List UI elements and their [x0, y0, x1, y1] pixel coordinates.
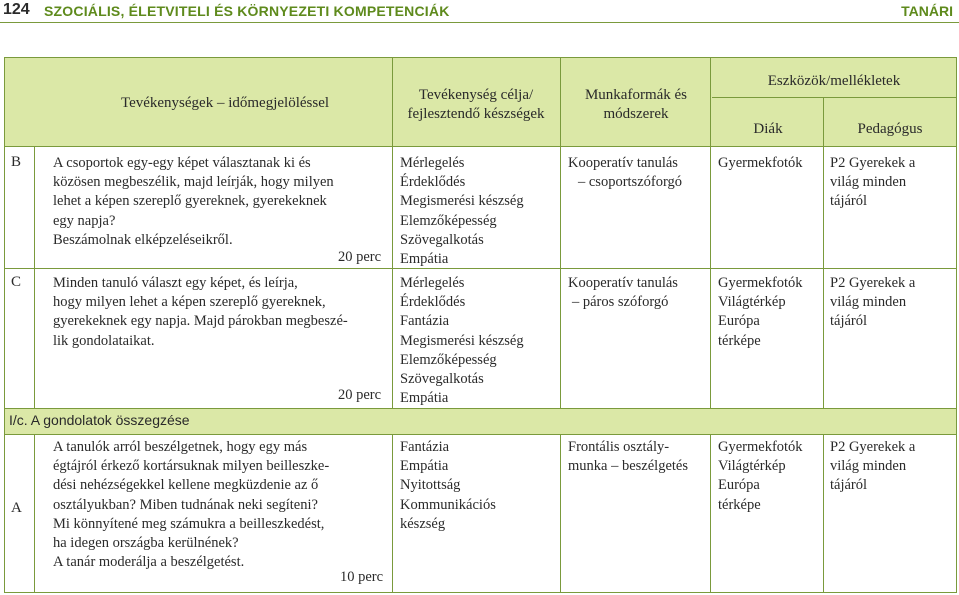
skill-item: Érdeklődés: [400, 174, 466, 191]
student-tool: Világtérkép: [718, 294, 786, 311]
table-top-border: [4, 57, 956, 58]
row-a-activity-line: égtájról érkező kortársuknak milyen beilleszke-: [53, 458, 330, 475]
audience-label: TANÁRI: [901, 3, 953, 19]
teacher-tool: világ minden: [830, 294, 907, 311]
column-header-goal-line-1: Tevékenység célja/: [418, 87, 534, 103]
skill-item: Empátia: [400, 390, 449, 407]
row-b-activity-line: egy napja?: [53, 212, 116, 229]
teacher-tool: P2 Gyerekek a: [830, 439, 916, 455]
student-tool: Gyermekfotók: [718, 439, 803, 455]
student-tool: Európa: [718, 477, 760, 494]
row-b-activity-line: A csoportok egy-egy képet választanak ki és: [53, 155, 311, 171]
method-line: Kooperatív tanulás: [568, 275, 678, 291]
table-right-border: [956, 57, 957, 593]
skill-item: Kommunikációs: [400, 496, 496, 513]
row-b-student-tools: [718, 154, 803, 173]
skill-item: készség: [400, 515, 446, 532]
row-a-student-tools: [718, 438, 803, 515]
row-label-c: C: [11, 274, 22, 290]
column-header-student: Diák: [753, 121, 783, 137]
chapter-title: SZOCIÁLIS, ÉLETVITELI ÉS KÖRNYEZETI KOMPETENCIÁK: [44, 3, 450, 19]
teacher-tool: tájáról: [830, 477, 868, 494]
student-tool: Gyermekfotók: [718, 275, 803, 291]
row-a-activity-line: A tanár moderálja a beszélgetést.: [53, 554, 245, 571]
column-header-activities: Tevékenységek – időmegjelöléssel: [120, 95, 330, 111]
row-c-skills: [400, 274, 524, 408]
skill-item: Szövegalkotás: [400, 371, 484, 388]
method-line: Frontális osztály-: [568, 439, 670, 455]
row-c-teacher-tools: [830, 274, 915, 332]
row-b-skills: [400, 154, 524, 269]
skill-item: Érdeklődés: [400, 294, 466, 311]
tools-subheader-divider: [712, 97, 956, 98]
row-a-teacher-tools: [830, 438, 915, 496]
row-label-a: A: [11, 500, 22, 516]
methods-column-divider-section: [710, 434, 711, 592]
row-a-methods: [568, 438, 688, 476]
row-a-skills: [400, 438, 496, 534]
row-b-teacher-tools: [830, 154, 915, 212]
row-a-activity-line: osztályukban? Miben tudnának neki segíteni?: [53, 496, 318, 513]
skill-item: Empátia: [400, 251, 449, 268]
teacher-tool: P2 Gyerekek a: [830, 155, 916, 171]
page-number: 124: [3, 1, 30, 18]
skill-item: Elemzőképesség: [400, 212, 497, 229]
teacher-tool: P2 Gyerekek a: [830, 275, 916, 291]
column-header-methods-line-2: módszerek: [603, 106, 669, 122]
student-tool: térképe: [718, 332, 761, 349]
row-b-activity-line: lehet a képen szereplő gyereknek, gyerekeknek: [53, 193, 327, 210]
label-column-divider: [34, 146, 35, 408]
activity-column-divider-section: [392, 434, 393, 592]
skill-item: Mérlegelés: [400, 275, 465, 291]
row-c-time: 20 perc: [338, 387, 382, 403]
row-a-activity-line: dési nehézségekkel kellene megküzdenie az ő: [53, 477, 319, 494]
teacher-tool: tájáról: [830, 193, 868, 210]
row-c-activity-line: hogy milyen lehet a képen szereplő gyereknek,: [53, 294, 326, 311]
student-column-divider: [823, 97, 824, 408]
teacher-tool: tájáról: [830, 313, 868, 330]
row-b-activity-line: Beszámolnak elképzeléseikről.: [53, 231, 233, 248]
student-tool: Európa: [718, 313, 760, 330]
skill-item: Mérlegelés: [400, 155, 465, 171]
row-a-activity-line: ha idegen országba kerülnének?: [53, 535, 239, 552]
row-a-activity: [53, 438, 329, 572]
skill-item: Fantázia: [400, 439, 450, 455]
teacher-tool: világ minden: [830, 174, 907, 191]
goal-column-divider: [560, 57, 561, 408]
table-bottom-border: [4, 592, 956, 593]
row-c-activity: [53, 274, 348, 351]
skill-item: Empátia: [400, 458, 449, 475]
row-a-time: 10 perc: [340, 569, 384, 585]
row-c-activity-line: lik gondolataikat.: [53, 332, 155, 349]
row-c-activity-line: Minden tanuló választ egy képet, és leírja,: [53, 275, 298, 291]
skill-item: Fantázia: [400, 313, 450, 330]
column-header-goal-line-2: fejlesztendő készségek: [407, 106, 545, 122]
table-left-border: [4, 57, 5, 593]
goal-column-divider-section: [560, 434, 561, 592]
row-b-activity: [53, 154, 334, 250]
skill-item: Szövegalkotás: [400, 231, 484, 248]
page-header: [0, 0, 959, 23]
row-c-activity-line: gyerekeknek egy napja. Majd párokban megbeszé-: [53, 313, 348, 330]
column-header-methods: [562, 86, 710, 124]
teacher-tool: világ minden: [830, 458, 907, 475]
student-tool: Világtérkép: [718, 458, 786, 475]
method-line: Kooperatív tanulás: [568, 155, 678, 171]
row-b-activity-line: közösen megbeszélik, majd leírják, hogy milyen: [53, 174, 334, 191]
row-c-student-tools: [718, 274, 803, 351]
method-line: munka – beszélgetés: [568, 458, 688, 475]
skill-item: Megismerési készség: [400, 193, 524, 210]
skill-item: Nyitottság: [400, 477, 461, 494]
row-c-methods: [568, 274, 678, 312]
row-a-activity-line: Mi könnyítené meg számukra a beilleszkedést,: [53, 515, 325, 532]
student-tool: térképe: [718, 496, 761, 513]
label-column-divider-section: [34, 434, 35, 592]
column-header-goal: [394, 86, 558, 124]
activity-column-divider: [392, 57, 393, 408]
column-header-teacher: Pedagógus: [857, 121, 923, 137]
row-b-methods: [568, 154, 682, 192]
section-divider: [4, 434, 956, 435]
student-tool: Gyermekfotók: [718, 155, 803, 171]
student-column-divider-section: [823, 434, 824, 592]
skill-item: Elemzőképesség: [400, 351, 497, 368]
section-title: I/c. A gondolatok összegzése: [9, 412, 190, 428]
column-header-tools: Eszközök/mellékletek: [767, 73, 901, 89]
methods-column-divider: [710, 57, 711, 408]
row-a-activity-line: A tanulók arról beszélgetnek, hogy egy más: [53, 439, 308, 455]
method-line: – páros szóforgó: [572, 294, 669, 311]
row-b-time: 20 perc: [338, 249, 382, 265]
header-bottom-border: [4, 146, 956, 147]
method-line: – csoportszóforgó: [578, 174, 683, 191]
skill-item: Megismerési készség: [400, 332, 524, 349]
column-header-methods-line-1: Munkaformák és: [584, 87, 688, 103]
row-label-b: B: [11, 154, 22, 170]
